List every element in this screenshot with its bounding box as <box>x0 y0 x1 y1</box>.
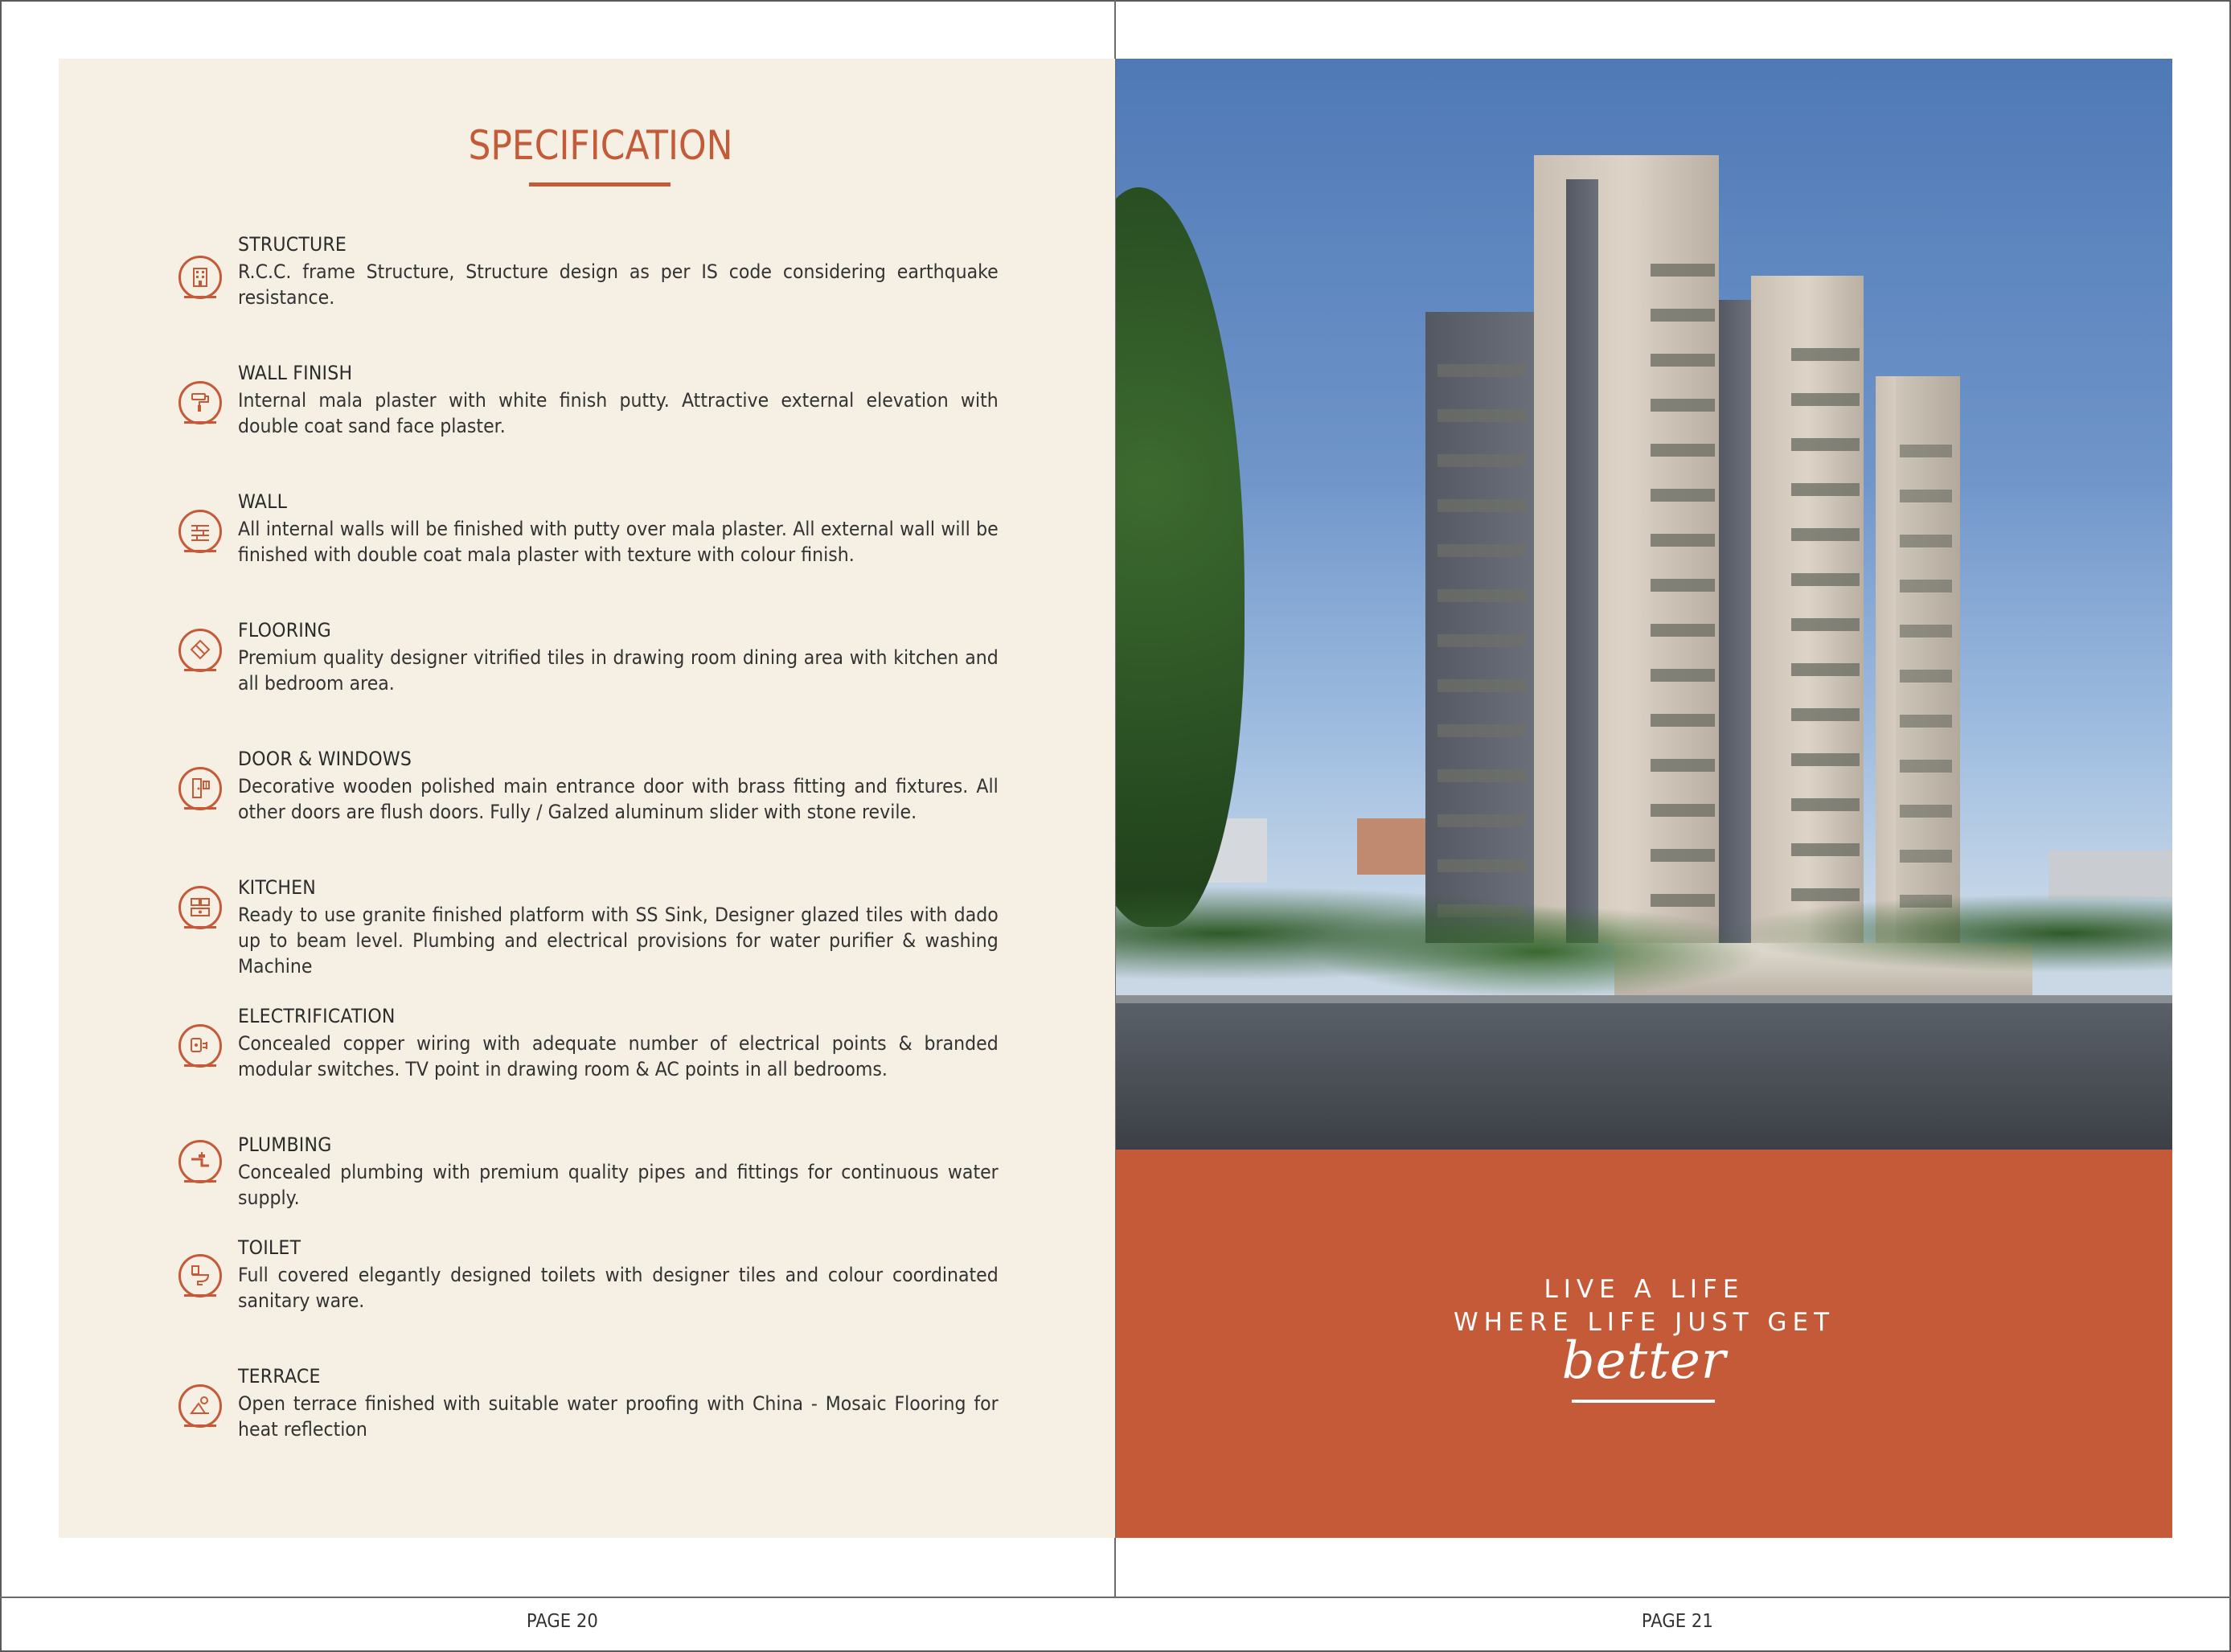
foreground-tree <box>1116 187 1245 927</box>
spec-description: R.C.C. frame Structure, Structure design as per IS code considering earthquake resistance. <box>238 260 999 309</box>
spec-item-electrification <box>0 1005 1126 1101</box>
door-icon <box>178 767 222 810</box>
spec-description: Ready to use granite finished platform with SS Sink, Designer glazed tiles with dado up to beam level. Plumbing and electrical provisions for water purifier & washing Machine <box>238 904 999 978</box>
plug-icon <box>178 1024 222 1068</box>
tiles-icon <box>178 629 222 672</box>
tagline-line-1: LIVE A LIFE <box>1544 1275 1745 1304</box>
tagline-script: better <box>1561 1331 1727 1391</box>
spec-description: Internal mala plaster with white finish putty. Attractive external elevation with double coat sand face plaster. <box>238 389 999 437</box>
spec-item-flooring <box>0 619 1126 715</box>
page-number-right: PAGE 21 <box>1641 1611 1713 1632</box>
spec-description: Concealed plumbing with premium quality pipes and fittings for continuous water supply. <box>238 1161 999 1209</box>
building-render-image <box>1116 59 2172 1150</box>
spec-item-plumbing <box>0 1133 1126 1230</box>
tagline-underline <box>1572 1400 1715 1403</box>
spec-description: Decorative wooden polished main entrance door with brass fitting and fixtures. All other doors are flush doors. Fully / Galzed aluminum slider with stone revile. <box>238 775 999 823</box>
spec-item-wall <box>0 490 1126 587</box>
road <box>1116 1003 2172 1150</box>
spec-label: ELECTRIFICATION <box>238 1005 396 1027</box>
title-underline <box>529 182 671 187</box>
spec-label: WALL <box>238 490 288 513</box>
spec-item-wall-finish <box>0 362 1126 458</box>
spec-item-terrace <box>0 1365 1126 1461</box>
pipe-icon <box>178 1140 222 1183</box>
toilet-icon <box>178 1254 222 1297</box>
tagline-panel <box>1116 1150 2172 1538</box>
terrace-icon <box>178 1384 222 1428</box>
landscape-trees <box>1116 822 2172 1007</box>
page-title: SPECIFICATION <box>468 122 733 169</box>
kitchen-icon <box>178 886 222 929</box>
spec-label: TOILET <box>238 1236 301 1259</box>
spec-description: Premium quality designer vitrified tiles in drawing room dining area with kitchen and all bedroom area. <box>238 646 999 695</box>
spec-description: All internal walls will be finished with putty over mala plaster. All external wall will be finished with double coat mala plaster with texture with colour finish. <box>238 518 999 566</box>
spec-description: Concealed copper wiring with adequate number of electrical points & branded modular switches. TV point in drawing room & AC points in all bedrooms. <box>238 1032 999 1080</box>
spec-item-door-windows <box>0 748 1126 844</box>
spec-description: Full covered elegantly designed toilets with designer tiles and colour coordinated sanitary ware. <box>238 1264 999 1312</box>
spec-item-toilet <box>0 1236 1126 1333</box>
spec-label: TERRACE <box>238 1365 321 1388</box>
spec-item-kitchen <box>0 876 1126 978</box>
spec-label: FLOORING <box>238 619 331 642</box>
spec-label: PLUMBING <box>238 1133 332 1156</box>
footer-divider <box>0 1597 2231 1598</box>
spec-label: KITCHEN <box>238 876 316 899</box>
spec-label: DOOR & WINDOWS <box>238 748 412 770</box>
spec-label: WALL FINISH <box>238 362 353 384</box>
spec-description: Open terrace finished with suitable water proofing with China - Mosaic Flooring for heat reflection <box>238 1392 999 1441</box>
tagline-line-2: WHERE LIFE JUST GET <box>1453 1308 1835 1337</box>
wall-icon <box>178 510 222 553</box>
paint-roller-icon <box>178 381 222 424</box>
page-number-left: PAGE 20 <box>526 1611 598 1632</box>
building-icon <box>178 256 222 299</box>
spec-item-structure <box>0 233 1126 330</box>
spec-label: STRUCTURE <box>238 233 347 256</box>
